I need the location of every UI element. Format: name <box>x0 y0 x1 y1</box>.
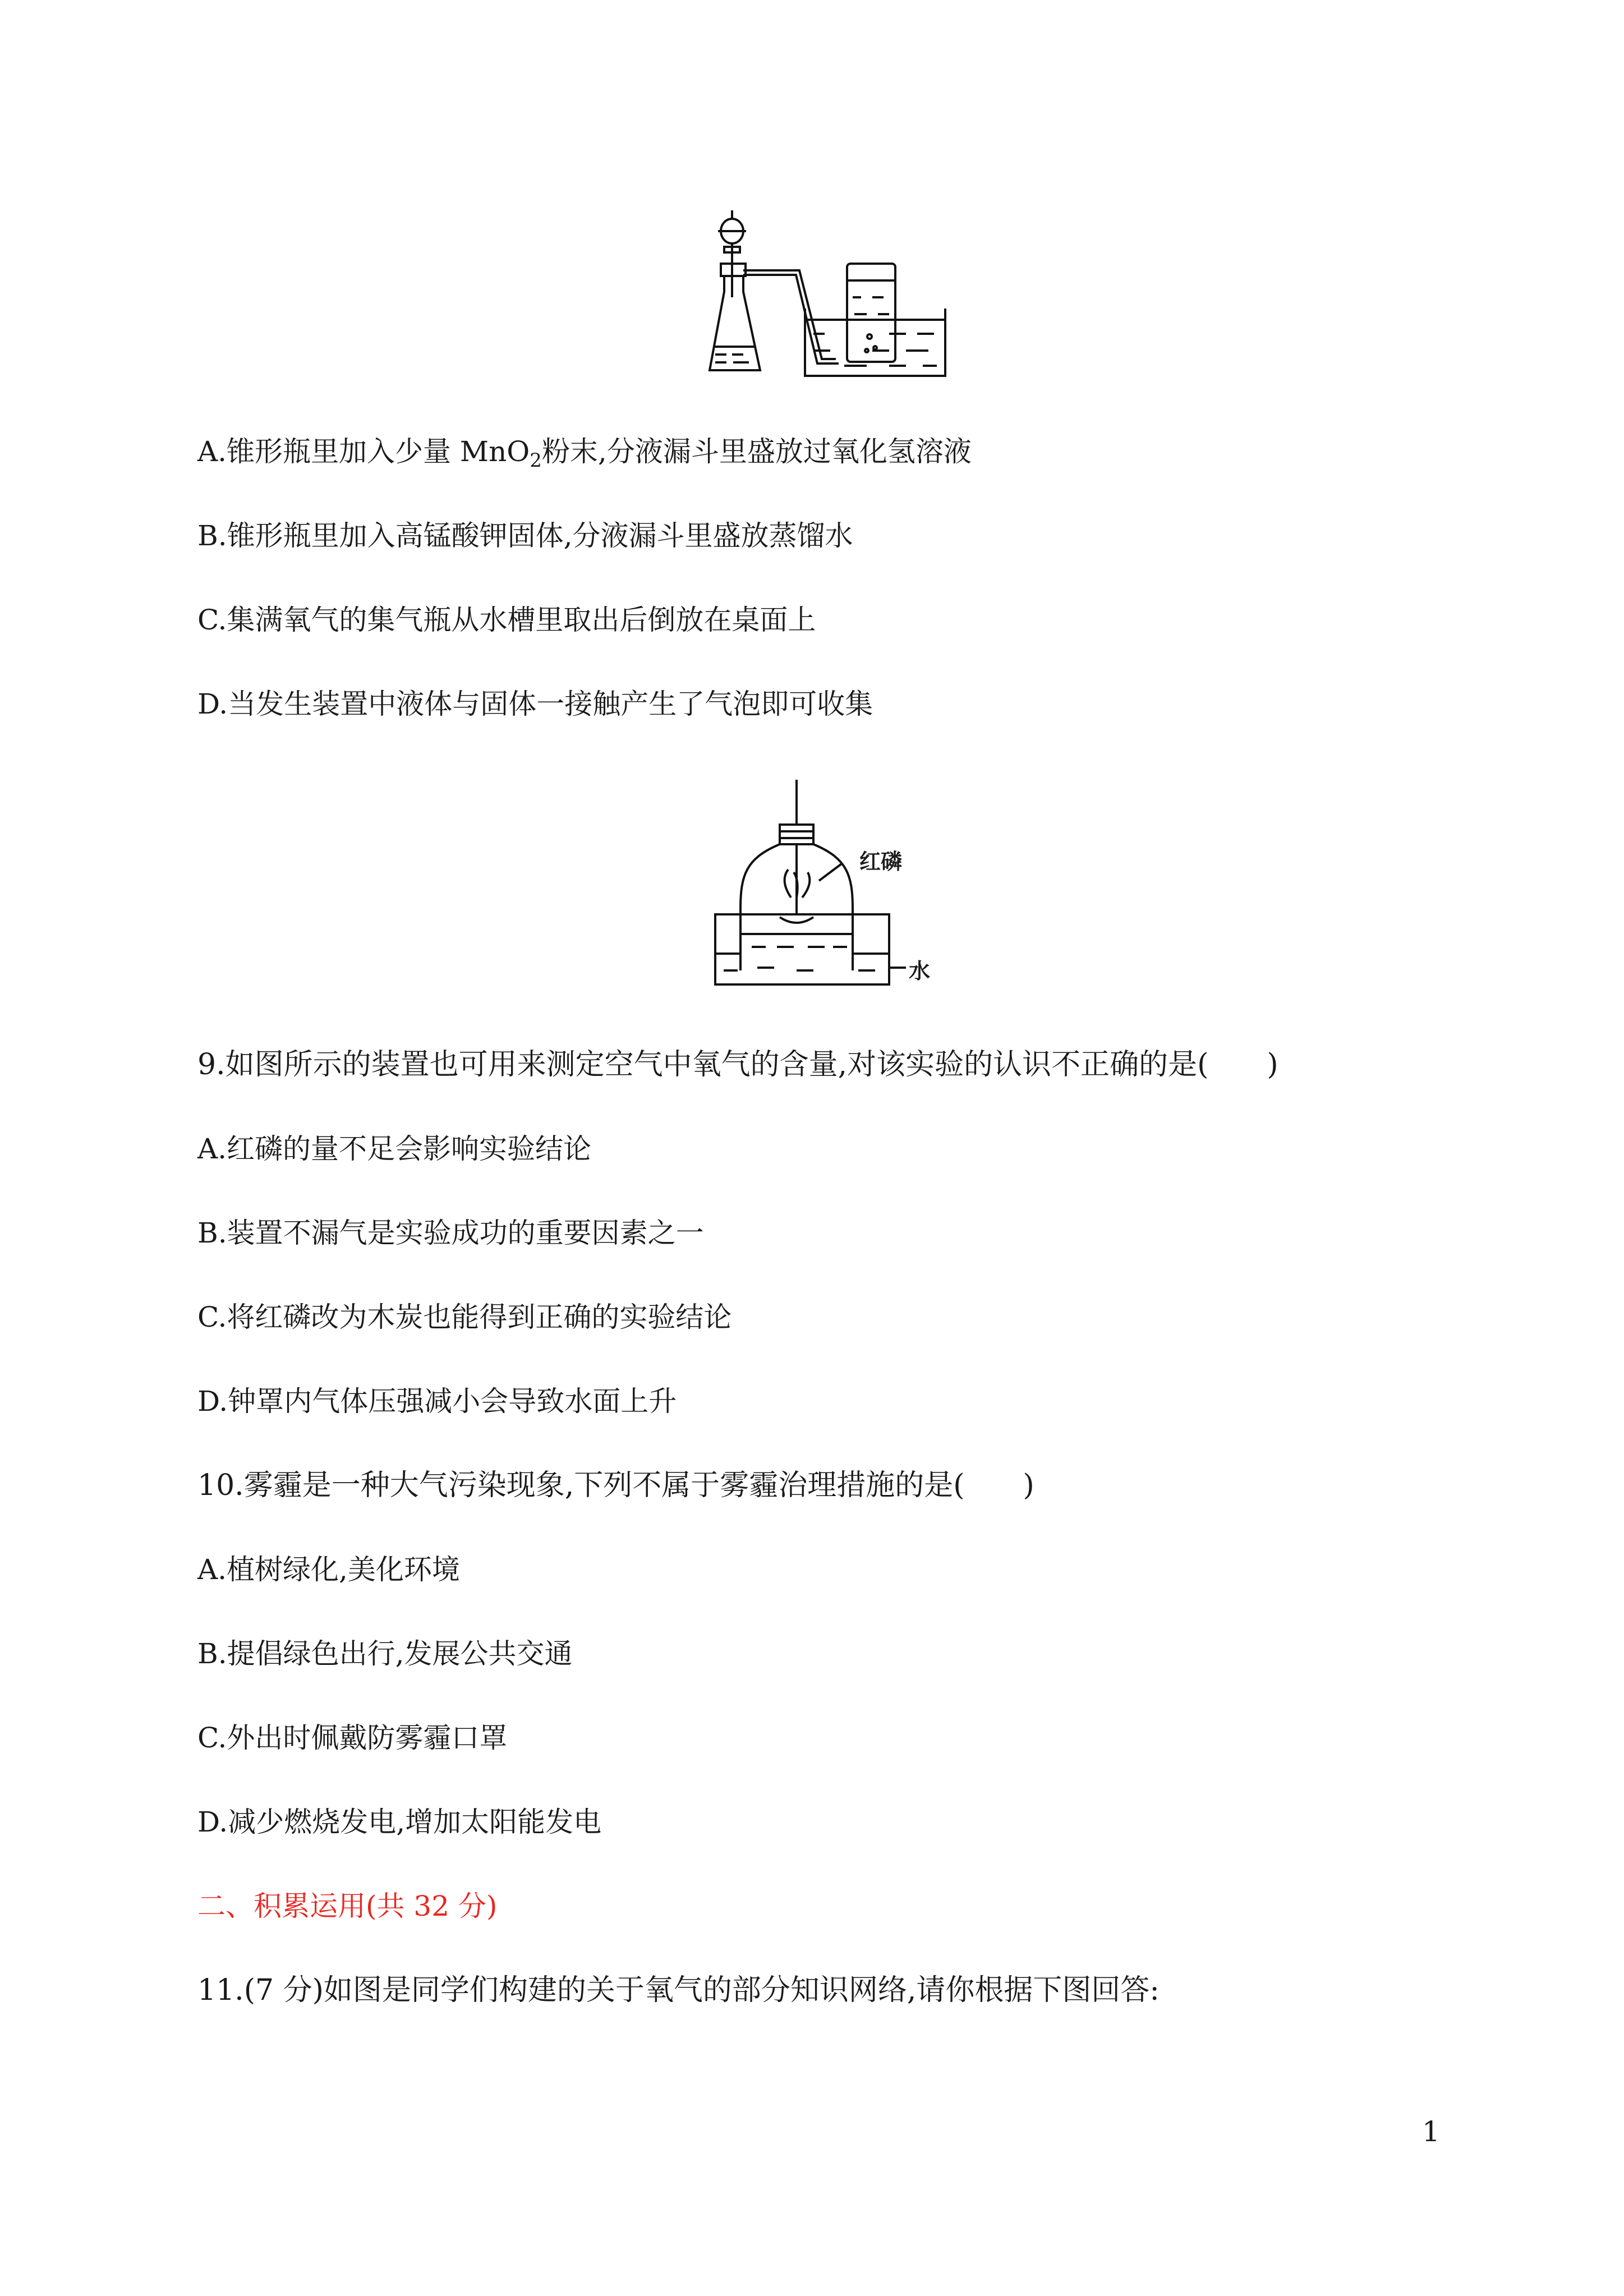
q9-option-a: A.红磷的量不足会影响实验结论 <box>197 1133 592 1165</box>
q10-option-c: C.外出时佩戴防雾霾口罩 <box>197 1722 508 1754</box>
q8-option-b: B.锥形瓶里加入高锰酸钾固体,分液漏斗里盛放蒸馏水 <box>197 519 853 552</box>
bell-jar-phosphorus-figure <box>712 780 959 993</box>
q10-stem: 10.雾霾是一种大气污染现象,下列不属于雾霾治理措施的是( ) <box>197 1469 1034 1502</box>
q11-stem: 11.(7 分)如图是同学们构建的关于氧气的部分知识网络,请你根据下图回答: <box>197 1973 1160 2007</box>
section-heading: 二、积累运用(共 32 分) <box>197 1890 498 1922</box>
label-red-phosphorus: 红磷 <box>859 849 903 874</box>
q9-stem: 9.如图所示的装置也可用来测定空气中氧气的含量,对该实验的认识不正确的是( ) <box>197 1048 1278 1082</box>
q10-option-a: A.植树绿化,美化环境 <box>197 1553 460 1586</box>
label-water: 水 <box>909 959 931 983</box>
q9-option-d: D.钟罩内气体压强减小会导致水面上升 <box>197 1385 677 1418</box>
q9-option-c: C.将红磷改为木炭也能得到正确的实验结论 <box>197 1301 732 1333</box>
q8-option-a-text-end: 粉末,分液漏斗里盛放过氧化氢溶液 <box>541 435 972 468</box>
q8-option-c: C.集满氧气的集气瓶从水槽里取出后倒放在桌面上 <box>197 604 816 636</box>
q8-option-a-subscript: 2 <box>530 449 542 472</box>
q9-option-b: B.装置不漏气是实验成功的重要因素之一 <box>197 1217 704 1249</box>
page-number: 1 <box>1422 2115 1440 2148</box>
q10-option-b: B.提倡绿色出行,发展公共交通 <box>197 1637 573 1670</box>
q8-option-a-text: A.锥形瓶里加入少量 MnO <box>197 435 530 468</box>
q8-option-a <box>197 435 972 472</box>
oxygen-generation-apparatus-figure <box>704 208 951 387</box>
q8-option-d: D.当发生装置中液体与固体一接触产生了气泡即可收集 <box>197 688 873 720</box>
q10-option-d: D.减少燃烧发电,增加太阳能发电 <box>197 1806 602 1838</box>
